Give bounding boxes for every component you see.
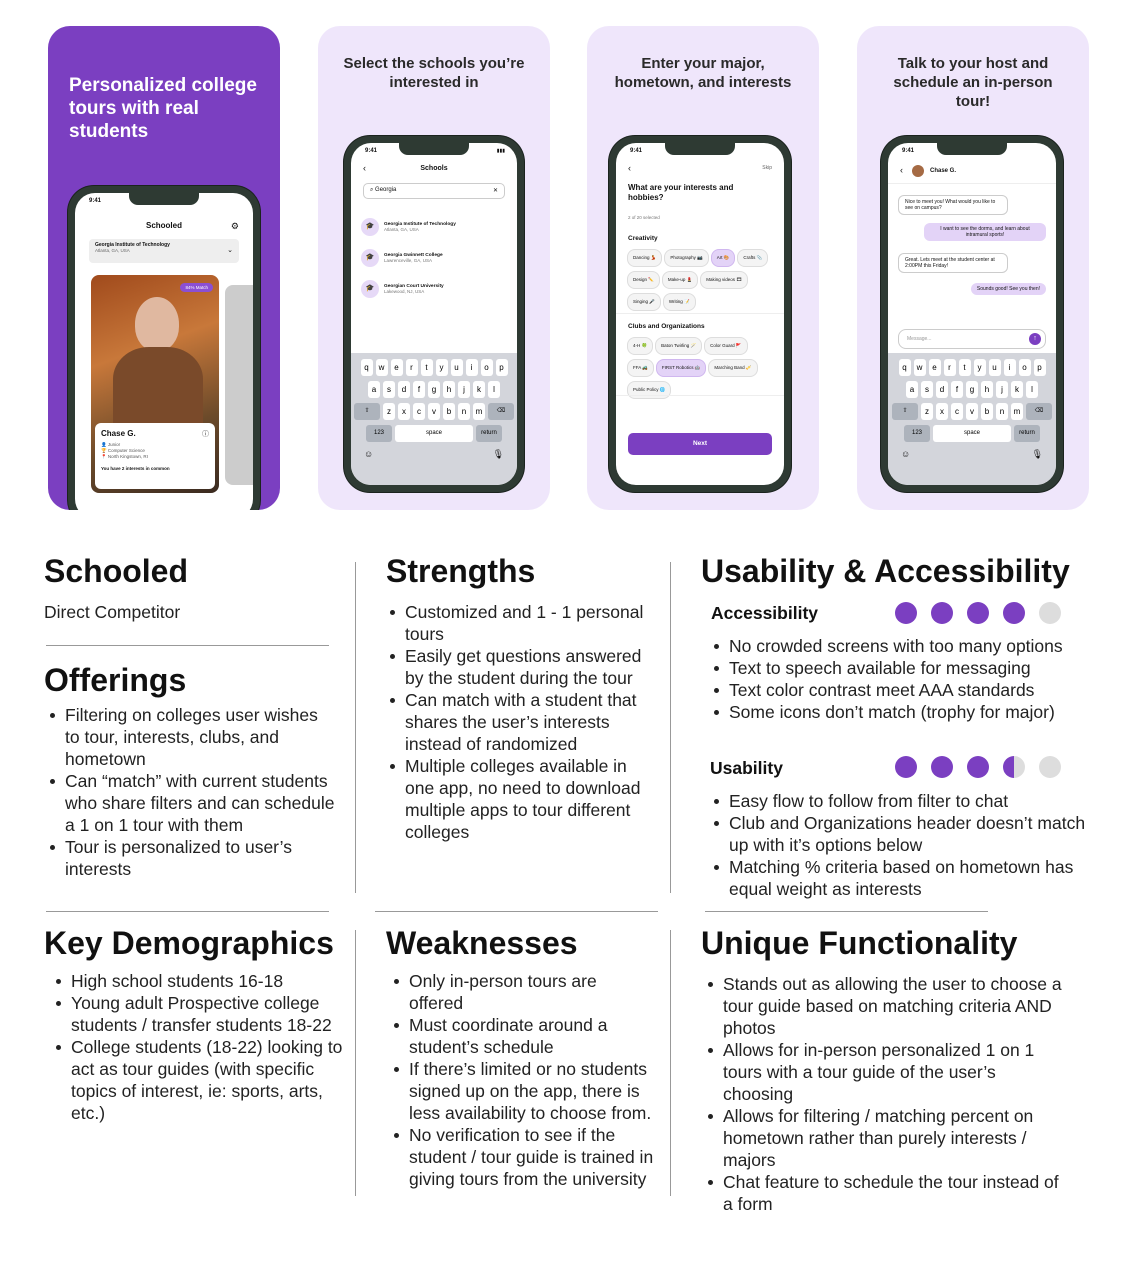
graduation-cap-icon: 🎓 [361,280,379,298]
mic-icon: 🎙 [1031,449,1043,459]
usability-label: Usability [710,758,783,778]
clear-icon[interactable]: ✕ [492,188,498,194]
strengths-list: Customized and 1 - 1 personal tours Easily get questions answered by the student during the tour Can match with a student that shares the user’s interests instead of randomized Multiple colleges available in one app, no need to download multiple apps to tour different colleges [386,601,648,843]
mic-icon: 🎙 [492,449,504,459]
message-in: Nice to meet you! What would you like to see on campus? [898,195,1008,215]
card-caption: Select the schools you’re interested in [343,55,525,91]
unique-list: Stands out as allowing the user to choose a tour guide based on matching criteria AND photos Allows for in-person personalized 1 on 1 tours with a tour guide of the user’s choosing Allows for filtering / matching percent on hometown rather than purely interests / majors Chat feature to schedule the tour instead of a form [704,973,1064,1215]
student-card[interactable] [91,275,219,493]
school-results [361,211,507,304]
avatar [912,165,924,177]
accessibility-list: No crowded screens with too many options Text to speech available for messaging Text color contrast meet AAA standards Some icons don’t match (trophy for major) [710,635,1100,723]
phone-frame: 9:41 Schooled ⚙ Georgia Institute of Technology Atlanta, GA, USA ⌄ 84% Match Chase G. ⓘ 👤 Junior 🏆 Computer Science 📍 North Kingstown, RI You have 2 interests in common [68,186,260,510]
demographics-list: High school students 16-18 Young adult Prospective college students / transfer students 18-22 College students (18-22) looking to act as tour guides (with specific topics of interest, ie: sports, arts, etc.) [52,970,344,1124]
schooled-title: Schooled [44,553,189,589]
screenshot-card-2 [318,26,550,510]
phone-frame: 9:41 ‹ Skip What are your interests and hobbies? 2 of 20 selected Creativity Dancing 💃 Photography 📷 Art 🎨 Crafts 📎Design ✏️ Make-up 💄 Making videos 🎞Singing 🎤 Writing 📝 Clubs and Organizations 4-H 🍀 Baton Twirling 🪄 Color Guard 🚩FFA 🚜 FIRST Robotics 🤖 Marching Band 🎺Public Policy 🌐 Next [609,136,791,492]
backspace-icon: ⌫ [1026,403,1052,420]
avatar [135,297,179,351]
unique-title: Unique Functionality [701,925,1018,961]
screen-title: Schools [420,165,448,172]
screenshot-card-1 [48,26,280,510]
offerings-list: Filtering on colleges user wishes to tour, interests, clubs, and hometown Can “match” with current students who share filters and can schedule a 1 on 1 tour with them Tour is personalized to user’s interests [46,704,336,880]
interest-tags[interactable]: Dancing 💃 Photography 📷 Art 🎨 Crafts 📎Design ✏️ Make-up 💄 Making videos 🎞Singing 🎤 Writing 📝 [626,247,774,313]
demographics-title: Key Demographics [44,925,334,961]
weaknesses-title: Weaknesses [386,925,578,961]
usability-list: Easy flow to follow from filter to chat Club and Organizations header doesn’t match up with it’s options below Matching % criteria based on hometown has equal weight as interests [710,790,1100,900]
shift-icon: ⇧ [892,403,918,420]
keyboard[interactable]: q w e r t y u i o p a s d f g h j k l ⇧ z x c v b n m ⌫ 123 space return ☺ 🎙 [888,353,1056,485]
question: What are your interests and hobbies? [628,183,734,202]
message-out: Sounds good! See you then! [971,283,1046,295]
backspace-icon: ⌫ [488,403,514,420]
avatar-body [113,347,203,427]
phone-frame: 9:41 ▮▮▮ ‹ Schools ⌕ Georgia ✕ 🎓 Georgia Institute of Technology Atlanta, GA, USA 🎓 Georgia Gwinnett College Lawrenceville, GA, USA 🎓 Georgian Court University Lakewood, NJ, USA q w e r t y u i o p a s d f g h j k l ⇧ z x c v b n m ⌫ 123 space return ☺ 🎙 [344,136,524,492]
chevron-down-icon: ⌄ [227,247,233,254]
info-panel: Chase G. ⓘ 👤 Junior 🏆 Computer Science 📍 North Kingstown, RI You have 2 interests in common [95,423,215,489]
back-icon[interactable]: ‹ [363,163,366,173]
message-in: Great. Lets meet at the student center at 2:00PM this Friday! [898,253,1008,273]
result-item[interactable]: 🎓 Georgia Gwinnett College Lawrenceville, GA, USA [361,242,507,273]
next-student-card[interactable] [225,285,253,485]
schooled-subtitle: Direct Competitor [44,602,181,622]
card-caption: Talk to your host and schedule an in-person tour! [893,55,1053,110]
shift-icon: ⇧ [354,403,380,420]
phone-frame: 9:41 ‹ Chase G. Nice to meet you! What would you like to see on campus? I want to see the dorms, and learn about intramural sports! Great. Lets meet at the student center at 2:00PM this Friday! Sounds good! See you then! Message... ↑ q w e r t y u i o p a s d f g h j k l ⇧ z x c v b n m ⌫ 123 space return ☺ 🎙 [881,136,1063,492]
club-tags[interactable]: 4-H 🍀 Baton Twirling 🪄 Color Guard 🚩FFA 🚜 FIRST Robotics 🤖 Marching Band 🎺Public Policy 🌐 [626,335,774,401]
accessibility-label: Accessibility [711,603,818,623]
screenshot-card-3 [587,26,819,510]
search-icon: ⌕ [370,187,374,193]
message-input[interactable]: Message... ↑ [898,329,1046,349]
result-item[interactable]: 🎓 Georgian Court University Lakewood, NJ, USA [361,273,507,304]
send-icon[interactable]: ↑ [1029,333,1041,345]
result-item[interactable]: 🎓 Georgia Institute of Technology Atlanta, GA, USA [361,211,507,242]
app-title: Schooled [145,221,182,230]
accessibility-rating [895,602,1061,624]
back-icon[interactable]: ‹ [628,163,631,173]
strengths-title: Strengths [386,553,536,589]
offerings-title: Offerings [44,662,187,698]
message-out: I want to see the dorms, and learn about intramural sports! [924,223,1046,241]
emoji-icon: ☺ [364,449,374,459]
keyboard[interactable]: q w e r t y u i o p a s d f g h j k l ⇧ z x c v b n m ⌫ 123 space return ☺ 🎙 [351,353,517,485]
usability-title: Usability & Accessibility [701,553,1070,589]
info-icon[interactable]: ⓘ [202,431,209,438]
card-caption: Personalized college tours with real students [69,75,257,142]
search-input[interactable]: ⌕ Georgia ✕ [363,183,505,199]
contact-name: Chase G. [930,168,957,174]
match-badge: 84% Match [180,283,213,292]
next-button[interactable]: Next [628,433,772,455]
weaknesses-list: Only in-person tours are offered Must coordinate around a student’s schedule If there’s limited or no students signed up on the app, there is less availability to choose from. No verification to see if the student / tour guide is trained in giving tours from the university [390,970,654,1190]
emoji-icon: ☺ [901,449,911,459]
back-icon[interactable]: ‹ [900,165,903,175]
card-caption: Enter your major, hometown, and interests [614,55,792,91]
graduation-cap-icon: 🎓 [361,218,379,236]
usability-rating [895,756,1061,778]
screenshot-card-4 [857,26,1089,510]
skip-link[interactable]: Skip [762,165,772,171]
graduation-cap-icon: 🎓 [361,249,379,267]
school-select[interactable]: Georgia Institute of Technology Atlanta, GA, USA ⌄ [89,239,239,263]
filter-icon[interactable]: ⚙ [230,221,239,231]
